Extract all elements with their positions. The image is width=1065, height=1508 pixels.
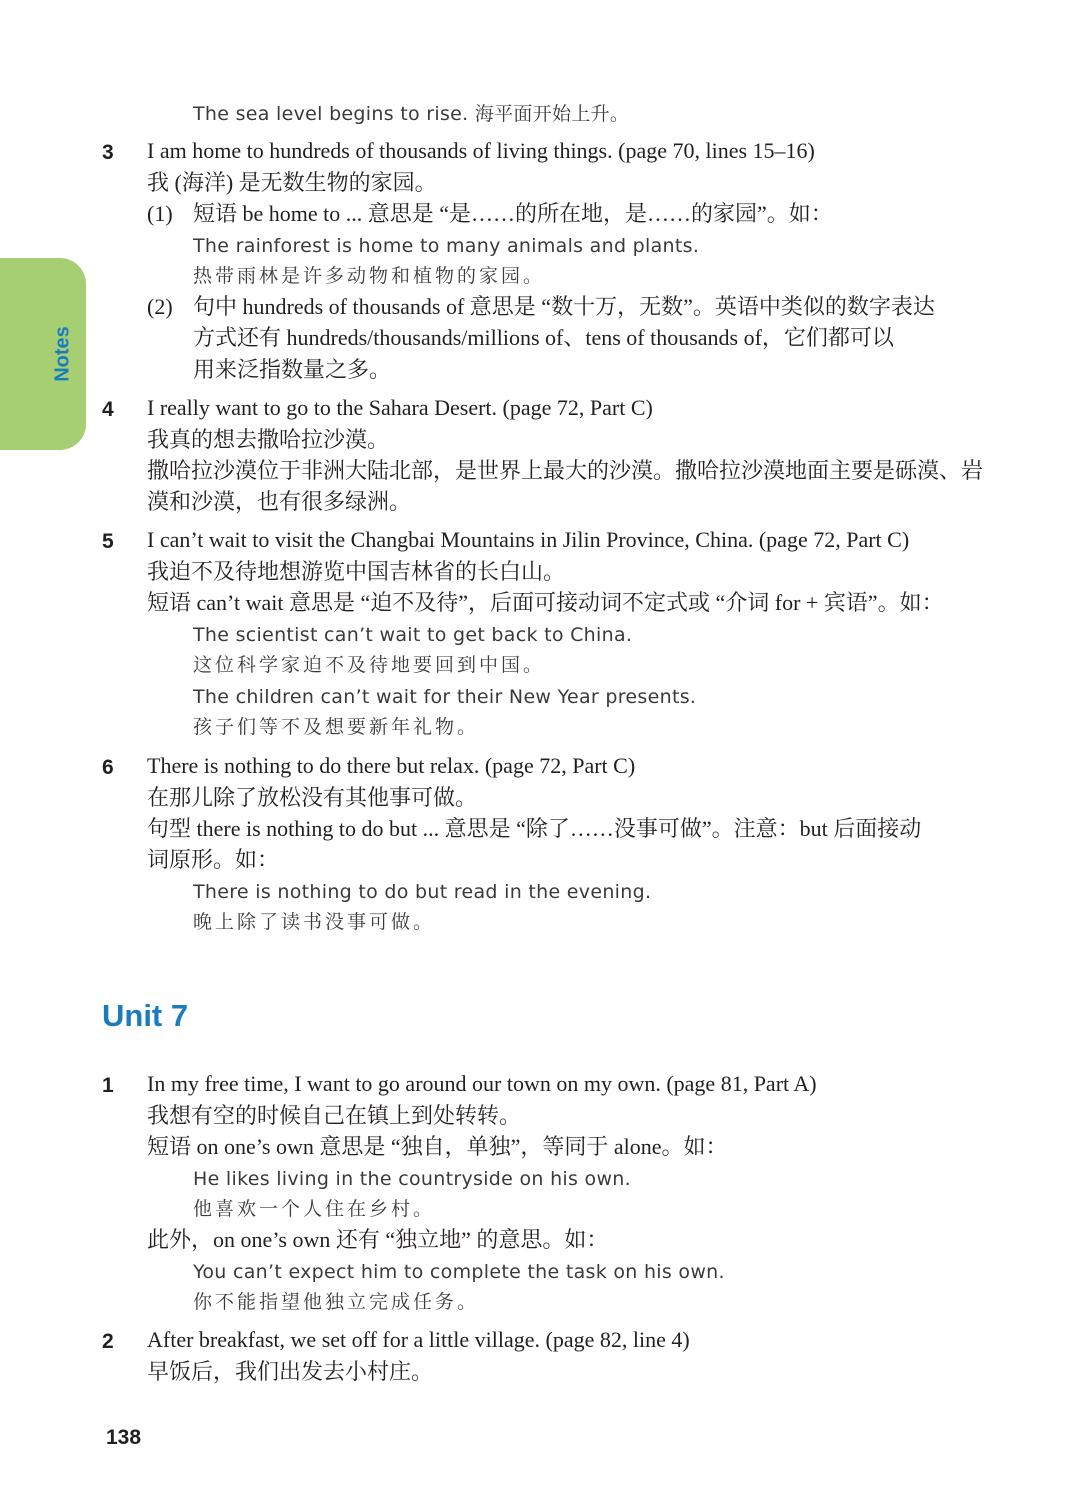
item-note: 句型 there is nothing to do but ... 意思是 “除了……没事可做”。注意：but 后面接动 [147, 816, 922, 841]
item-sentence: I am home to hundreds of thousands of living things. (page 70, lines 15–16) [147, 138, 815, 163]
item-sentence: After breakfast, we set off for a little village. (page 82, line 4) [147, 1327, 690, 1352]
item-translation: 我想有空的时候自己在镇上到处转转。 [147, 1103, 522, 1128]
item-translation: 早饭后，我们出发去小村庄。 [147, 1359, 434, 1384]
unit-heading: Unit 7 [102, 998, 189, 1033]
item-note: 短语 can’t wait 意思是 “迫不及待”，后面可接动词不定式或 “介词 for + 宾语”。如： [147, 590, 944, 615]
item-number: 5 [102, 530, 114, 553]
item-note: 此外，on one’s own 还有 “独立地” 的意思。如： [147, 1227, 609, 1252]
item-translation: 我迫不及待地想游览中国吉林省的长白山。 [147, 559, 566, 584]
sub-note: 句中 hundreds of thousands of 意思是 “数十万，无数”。英语中类似的数字表达 [193, 294, 935, 319]
sub-marker: (2) [147, 294, 173, 319]
sub-note: 方式还有 hundreds/thousands/millions of、tens of thousands of，它们都可以 [193, 325, 894, 350]
item-translation: 我真的想去撒哈拉沙漠。 [147, 427, 390, 452]
item-translation: 我 (海洋) 是无数生物的家园。 [147, 170, 437, 195]
item-number: 2 [102, 1330, 114, 1353]
sub-note: 短语 be home to ... 意思是 “是……的所在地，是……的家园”。如： [193, 201, 833, 226]
example-en: The rainforest is home to many animals and plants. [193, 235, 700, 257]
item-sentence: In my free time, I want to go around our town on my own. (page 81, Part A) [147, 1071, 817, 1096]
item-sentence: There is nothing to do there but relax. (page 72, Part C) [147, 753, 636, 778]
notes-side-tab-label: Notes [51, 326, 74, 382]
page-number: 138 [106, 1426, 142, 1449]
item-sentence: I really want to go to the Sahara Desert. (page 72, Part C) [147, 395, 653, 420]
item-sentence: I can’t wait to visit the Changbai Mountains in Jilin Province, China. (page 72, Part C) [147, 527, 910, 552]
example-zh: 他喜欢一个人住在乡村。 [193, 1198, 436, 1220]
example-zh: 热带雨林是许多动物和植物的家园。 [193, 265, 546, 287]
item-note: 短语 on one’s own 意思是 “独自，单独”，等同于 alone。如： [147, 1134, 728, 1159]
example-en: The scientist can’t wait to get back to China. [193, 624, 633, 646]
example-en: The children can’t wait for their New Year presents. [193, 686, 697, 708]
example-zh: 晚上除了读书没事可做。 [193, 911, 436, 933]
top-example: The sea level begins to rise. 海平面开始上升。 [193, 103, 630, 125]
item-number: 4 [102, 398, 114, 421]
example-en: He likes living in the countryside on his own. [193, 1168, 631, 1190]
item-translation: 在那儿除了放松没有其他事可做。 [147, 785, 478, 810]
example-zh: 这位科学家迫不及待地要回到中国。 [193, 654, 546, 676]
example-en: You can’t expect him to complete the task on his own. [193, 1261, 725, 1283]
example-zh: 孩子们等不及想要新年礼物。 [193, 716, 480, 738]
sub-marker: (1) [147, 201, 173, 226]
item-note: 撒哈拉沙漠位于非洲大陆北部，是世界上最大的沙漠。撒哈拉沙漠地面主要是砾漠、岩 [147, 458, 984, 483]
item-note: 词原形。如： [147, 847, 280, 872]
example-en: There is nothing to do but read in the evening. [193, 881, 652, 903]
item-note: 漠和沙漠，也有很多绿洲。 [147, 489, 412, 514]
example-zh: 你不能指望他独立完成任务。 [193, 1291, 480, 1313]
item-number: 6 [102, 756, 114, 779]
item-number: 1 [102, 1074, 114, 1097]
item-number: 3 [102, 141, 114, 164]
sub-note: 用来泛指数量之多。 [193, 357, 392, 382]
